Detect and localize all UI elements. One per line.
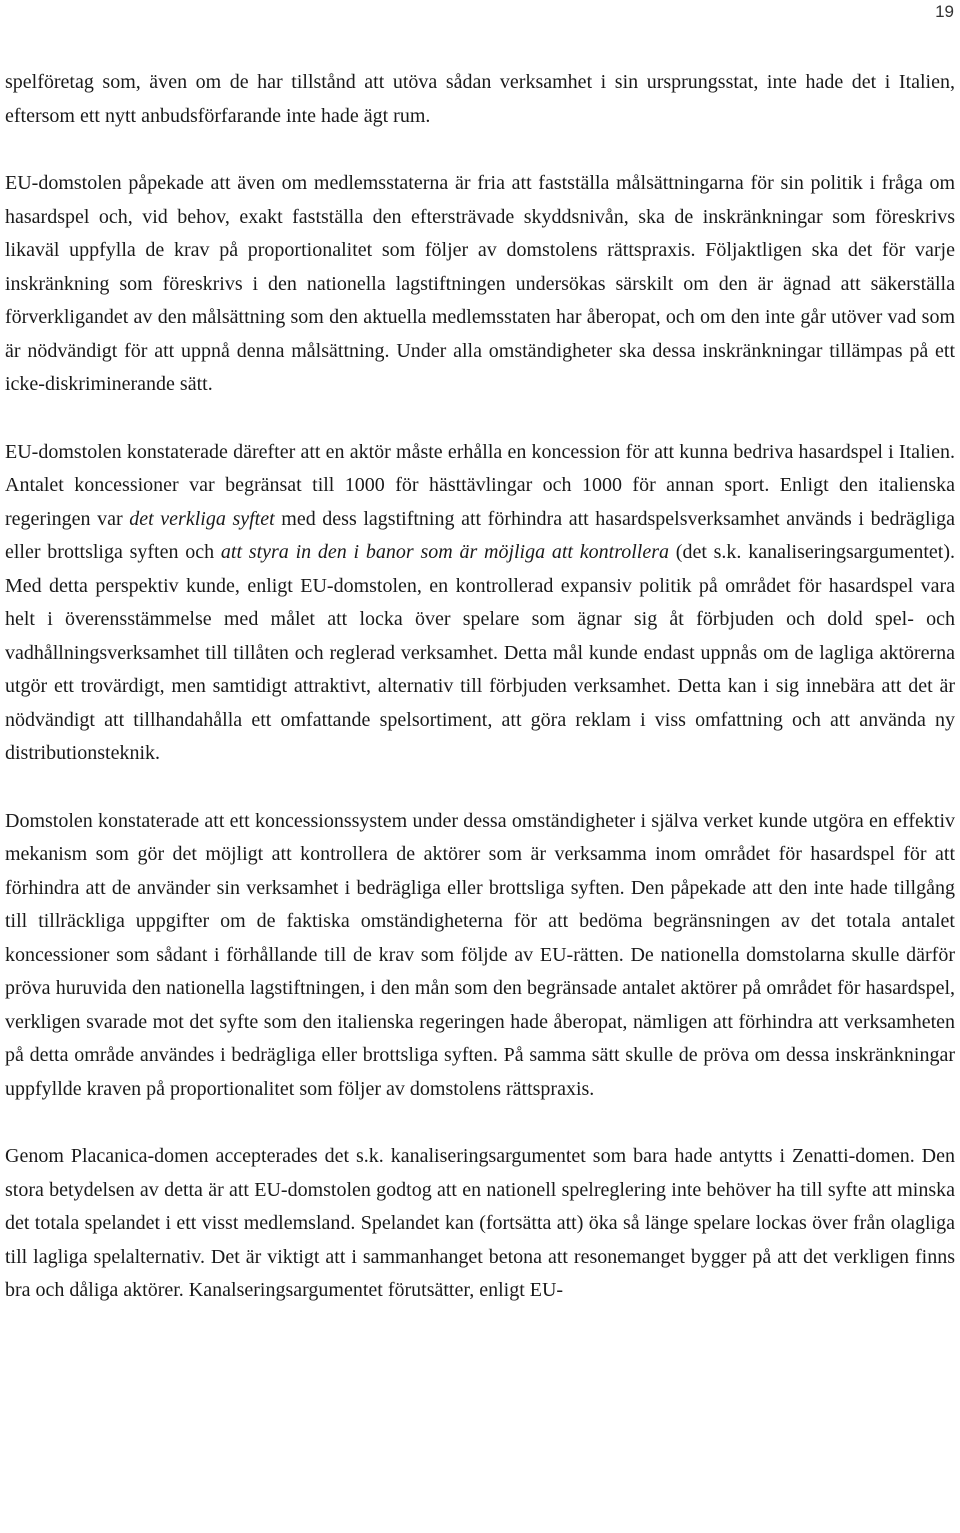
- text-run: EU-domstolen påpekade att även om medlemsstaterna är fria att fastställa målsättningarna för sin politik i fråga om hasardspel och, vid behov, exakt fastställa den eftersträvade skyddsnivån, ska de inskränkningar som föreskrivs likaväl uppfylla de krav på proportionalitet som följer av domstolens rättspraxis. Följaktligen ska det för varje inskränkning som föreskrivs i den nationella lagstiftningen undersökas särskilt om den är ägnad att säkerställa förverkligandet av den målsättning som den aktuella medlemsstaten har åberopat, och om den inte går utöver vad som är nödvändigt för att uppnå denna målsättning. Under alla omständigheter ska dessa inskränkningar tillämpas på ett icke-diskriminerande sätt.: [5, 172, 955, 395]
- paragraph-2: [5, 167, 955, 402]
- text-run: Genom Placanica-domen accepterades det s.k. kanaliseringsargumentet som bara hade antytts i Zenatti-domen. Den stora betydelsen av detta är att EU-domstolen godtog att en nationell spelreglering inte behöver ha till syfte att minska det totala spelandet i ett visst medlemsland. Spelandet kan (fortsätta att) öka så länge spelare lockas över från olagliga till lagliga spelalternativ. Det är viktigt att i sammanhanget betona att resonemanget bygger på att det verkligen finns bra och dåliga aktörer. Kanalseringsargumentet förutsätter, enligt EU-: [5, 1145, 955, 1301]
- italic-text: det verkliga syftet: [129, 507, 275, 530]
- document-body: [5, 66, 955, 1308]
- page-number: 19: [935, 2, 954, 21]
- paragraph-3: [5, 436, 955, 771]
- paragraph-5: [5, 1140, 955, 1308]
- paragraph-1: [5, 66, 955, 133]
- text-run: spelföretag som, även om de har tillstånd att utöva sådan verksamhet i sin ursprungsstat, inte hade det i Italien, eftersom ett nytt anbudsförfarande inte hade ägt rum.: [5, 71, 955, 127]
- text-run: EU-domstolen konstaterade därefter att en aktör måste erhålla en koncession för att kunna bedriva hasardspel i Italien. Antalet koncessioner var begränsat till 1000 för hästtävlingar och 1000 för annan sport. Enligt den italienska regeringen var: [5, 440, 955, 530]
- text-run: (det s.k. kanaliseringsargumentet). Med detta perspektiv kunde, enligt EU-domstolen, en kontrollerad expansiv politik på området för hasardspel vara helt i överensstämmelse med målet att locka över spelare som ägnar sig åt förbjuden och dold spel- och vadhållningsverksamhet till tillåten och reglerad verksamhet. Detta mål kunde endast uppnås om de lagliga aktörerna utgör ett trovärdigt, men samtidigt attraktivt, alternativ till förbjuden verksamhet. Detta kan i sig innebära att det är nödvändigt att tillhandahålla ett omfattande spelsortiment, att göra reklam i viss omfattning och att använda ny distributionsteknik.: [5, 541, 955, 764]
- italic-text: att styra in den i banor som är möjliga att kontrollera: [220, 541, 670, 563]
- text-run: Domstolen konstaterade att ett koncessionssystem under dessa omständigheter i själva verket kunde utgöra en effektiv mekanism som gör det möjligt att kontrollera de aktörer som är verksamma inom området för hasardspel för att förhindra att de använder sin verksamhet i bedrägliga eller brottsliga syften. Den påpekade att den inte hade tillgång till tillräckliga uppgifter om de faktiska omständigheterna för att bedöma begränsningen av det totala antalet koncessioner som sådant i förhållande till de krav som följde av EU-rätten. De nationella domstolarna skulle därför pröva huruvida den nationella lagstiftningen, i den mån som den begränsade antalet aktörer på området för hasardspel, verkligen svarade mot det syfte som den italienska regeringen hade åberopat, nämligen att förhindra att verksamheten på detta område användes i bedrägliga eller brottsliga syften. På samma sätt skulle de pröva om dessa inskränkningar uppfyllde kraven på proportionalitet som följer av domstolens rättspraxis.: [5, 809, 955, 1100]
- paragraph-4: [5, 805, 955, 1107]
- text-run: med dess lagstiftning att förhindra att hasardspelsverksamhet används i bedrägliga eller brottsliga syften och: [5, 507, 955, 563]
